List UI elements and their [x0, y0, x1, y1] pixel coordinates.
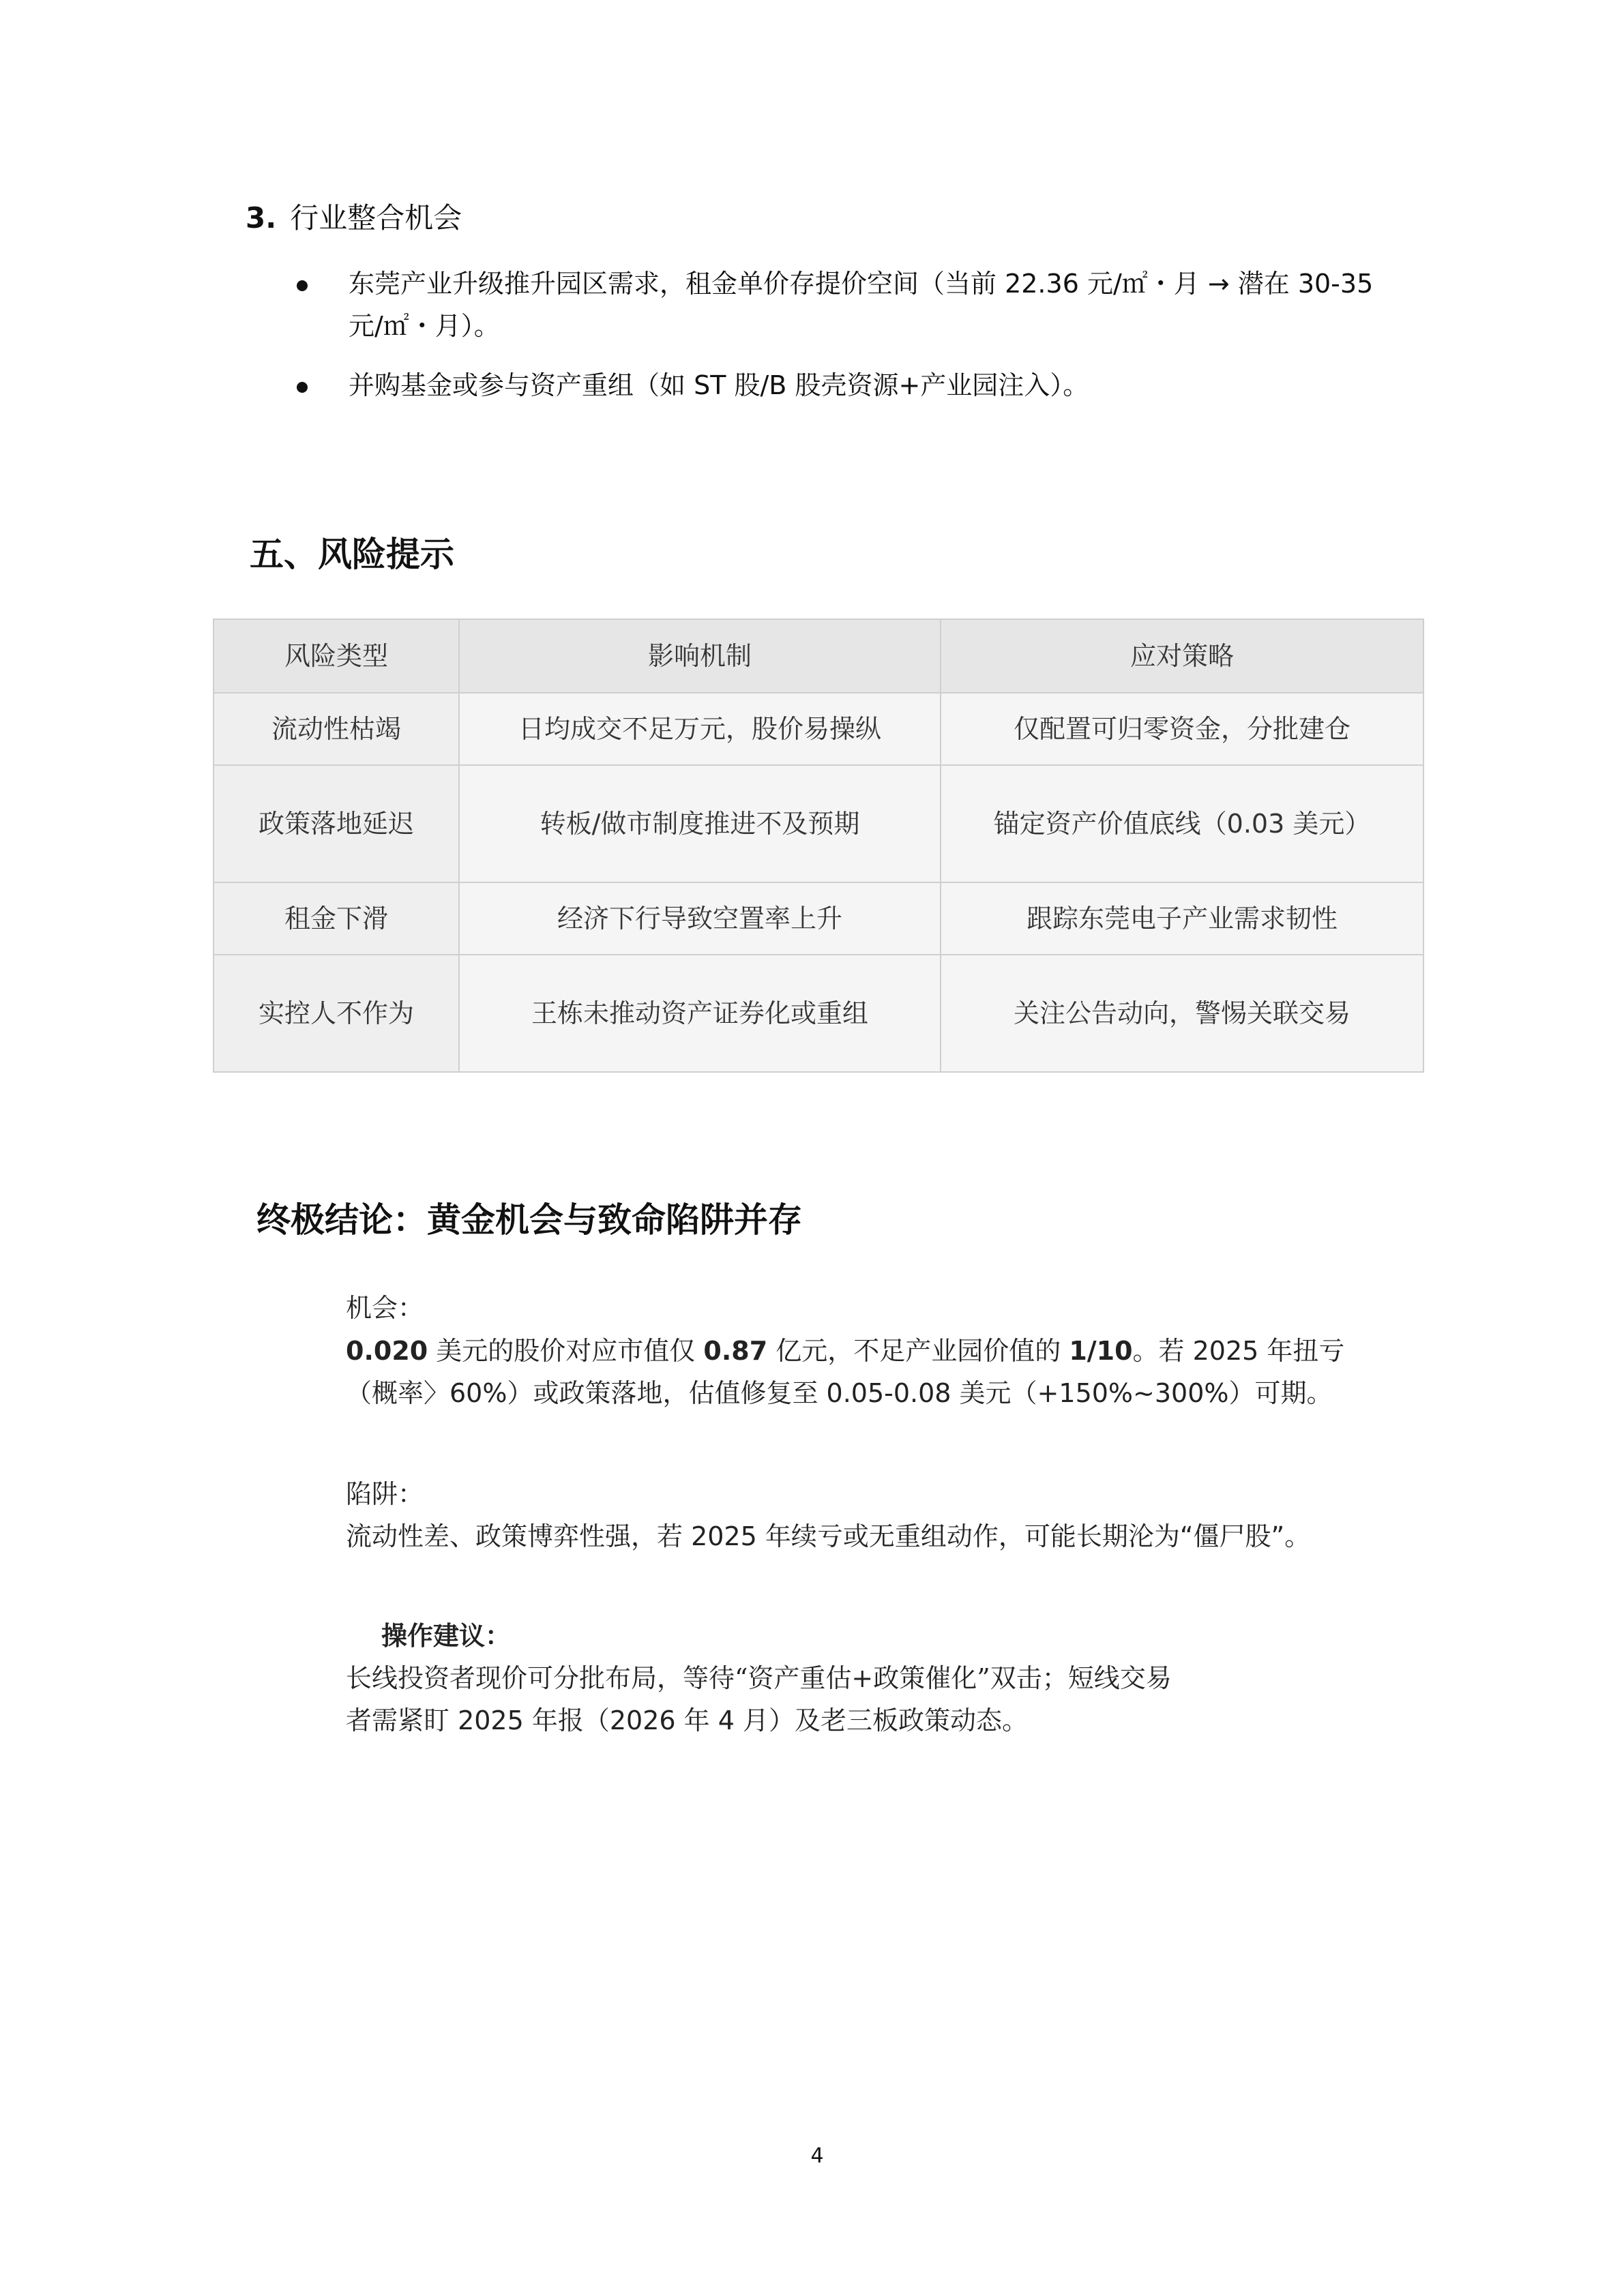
risk-type-cell: 流动性枯竭 [213, 693, 459, 765]
opp-text-2: 亿元，不足产业园价值的 [767, 1336, 1069, 1366]
bullet-dot-icon [297, 382, 308, 393]
strategy-cell: 跟踪东莞电子产业需求韧性 [941, 882, 1423, 955]
section-3-number: 3. [246, 201, 277, 235]
trap-label: 陷阱： [346, 1479, 424, 1509]
risk-type-cell: 政策落地延迟 [213, 765, 459, 882]
opp-text-1: 美元的股价对应市值仅 [428, 1336, 704, 1366]
page-number: 4 [810, 2144, 824, 2168]
strategy-cell: 仅配置可归零资金，分批建仓 [941, 693, 1423, 765]
table-row [213, 765, 1423, 882]
risk-section-title: 五、风险提示 [250, 534, 454, 574]
risk-table [213, 618, 1424, 1073]
risk-type-cell: 实控人不作为 [213, 955, 459, 1072]
strategy-cell: 锚定资产价值底线（0.03 美元） [941, 765, 1423, 882]
impact-cell: 经济下行导致空置率上升 [459, 882, 941, 955]
trap-text: 流动性差、政策博弈性强，若 2025 年续亏或无重组动作，可能长期沦为“僵尸股”。 [346, 1521, 1311, 1551]
impact-cell: 日均成交不足万元，股价易操纵 [459, 693, 941, 765]
section-3-title: 行业整合机会 [290, 201, 462, 235]
opp-bold-cap: 0.87 [703, 1336, 768, 1366]
advice-heading [346, 1615, 1383, 1657]
header-strategy: 应对策略 [941, 619, 1423, 693]
header-impact: 影响机制 [459, 619, 941, 693]
advice-label: 操作建议： [381, 1621, 512, 1651]
table-row [213, 882, 1423, 955]
bullet-text: 并购基金或参与资产重组（如 ST 股/B 股壳资源+产业园注入）。 [349, 370, 1089, 400]
bullet-dot-icon [297, 280, 308, 291]
opp-bold-ratio: 1/10 [1069, 1336, 1133, 1366]
table-row [213, 693, 1423, 765]
opp-text-3: 。若 2025 年扭亏（概率〉60%）或政策落地，估值修复至 0.05-0.08 美元（+150%~300%）可期。 [346, 1336, 1345, 1408]
header-risk-type: 风险类型 [213, 619, 459, 693]
opp-bold-price: 0.020 [346, 1336, 428, 1366]
table-header-row [213, 619, 1423, 693]
section-3-heading [246, 198, 462, 239]
bullet-text: 东莞产业升级推升园区需求，租金单价存提价空间（当前 22.36 元/㎡・月 → 潜在 30-35 元/㎡・月）。 [349, 269, 1374, 341]
opportunity-label: 机会： [346, 1293, 424, 1323]
strategy-cell: 关注公告动向，警惕关联交易 [941, 955, 1423, 1072]
impact-cell: 转板/做市制度推进不及预期 [459, 765, 941, 882]
conclusion-title: 终极结论：黄金机会与致命陷阱并存 [256, 1199, 802, 1240]
advice-line-2: 者需紧盯 2025 年报（2026 年 4 月）及老三板政策动态。 [346, 1705, 1028, 1735]
impact-cell: 王栋未推动资产证券化或重组 [459, 955, 941, 1072]
opportunity-text [346, 1330, 1383, 1414]
risk-type-cell: 租金下滑 [213, 882, 459, 955]
table-row [213, 955, 1423, 1072]
advice-line-1: 长线投资者现价可分批布局，等待“资产重估+政策催化”双击；短线交易 [346, 1663, 1172, 1693]
